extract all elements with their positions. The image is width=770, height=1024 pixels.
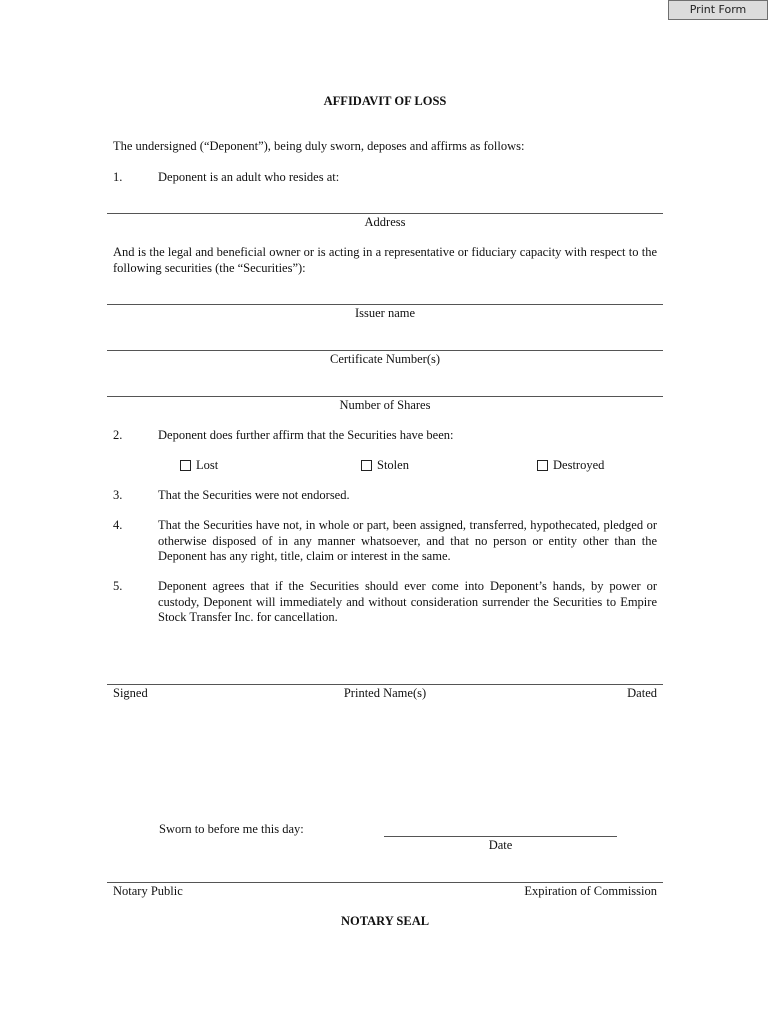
notary-seal-label: NOTARY SEAL (340, 914, 430, 928)
item-1-text: Deponent is an adult who resides at: (158, 170, 340, 184)
lost-label: Lost (196, 458, 219, 472)
destroyed-checkbox[interactable] (537, 460, 548, 471)
number-of-shares-line[interactable] (107, 396, 663, 397)
stolen-checkbox[interactable] (361, 460, 372, 471)
notary-public-label: Notary Public (113, 884, 183, 898)
lost-option[interactable] (180, 458, 218, 473)
item-1-number: 1. (113, 170, 123, 184)
print-form-button[interactable]: Print Form (668, 0, 768, 20)
stolen-option[interactable] (361, 458, 409, 473)
signature-line[interactable] (107, 684, 663, 685)
certificate-number-label: Certificate Number(s) (329, 352, 441, 366)
notary-line[interactable] (107, 882, 663, 883)
item-3-number: 3. (113, 488, 123, 502)
destroyed-option[interactable] (537, 458, 604, 473)
item-4-text: That the Securities have not, in whole or part, been assigned, transferred, hypothecated, pledged or otherwise disposed of in any manner whatsoever, and that no person or entity other than the Deponent has any right, title, claim or interest in the same. (158, 518, 657, 563)
address-label: Address (364, 215, 406, 229)
sworn-text: Sworn to before me this day: (159, 822, 304, 836)
item-3-text: That the Securities were not endorsed. (158, 488, 350, 502)
item-5-text: Deponent agrees that if the Securities should ever come into Deponent’s hands, by power or custody, Deponent will immediately and without consideration surrender the Securities to Empire Stock Transfer Inc. for cancellation. (158, 579, 657, 624)
item-5-number: 5. (113, 579, 123, 593)
signed-label: Signed (113, 686, 148, 700)
printed-names-label: Printed Name(s) (343, 686, 427, 700)
ownership-text: And is the legal and beneficial owner or is acting in a representative or fiduciary capacity with respect to the following securities (the “Securities”): (113, 245, 657, 275)
dated-label: Dated (627, 686, 657, 700)
sworn-date-line[interactable] (384, 836, 617, 837)
intro-text: The undersigned (“Deponent”), being duly sworn, deposes and affirms as follows: (113, 139, 525, 153)
item-2-text: Deponent does further affirm that the Securities have been: (158, 428, 454, 442)
stolen-label: Stolen (377, 458, 409, 472)
destroyed-label: Destroyed (553, 458, 605, 472)
certificate-number-line[interactable] (107, 350, 663, 351)
number-of-shares-label: Number of Shares (339, 398, 431, 412)
expiration-label: Expiration of Commission (524, 884, 657, 898)
issuer-name-label: Issuer name (354, 306, 416, 320)
address-line[interactable] (107, 213, 663, 214)
item-2-number: 2. (113, 428, 123, 442)
document-title: AFFIDAVIT OF LOSS (323, 94, 447, 108)
lost-checkbox[interactable] (180, 460, 191, 471)
issuer-name-line[interactable] (107, 304, 663, 305)
item-4-number: 4. (113, 518, 123, 532)
sworn-date-label: Date (488, 838, 513, 852)
